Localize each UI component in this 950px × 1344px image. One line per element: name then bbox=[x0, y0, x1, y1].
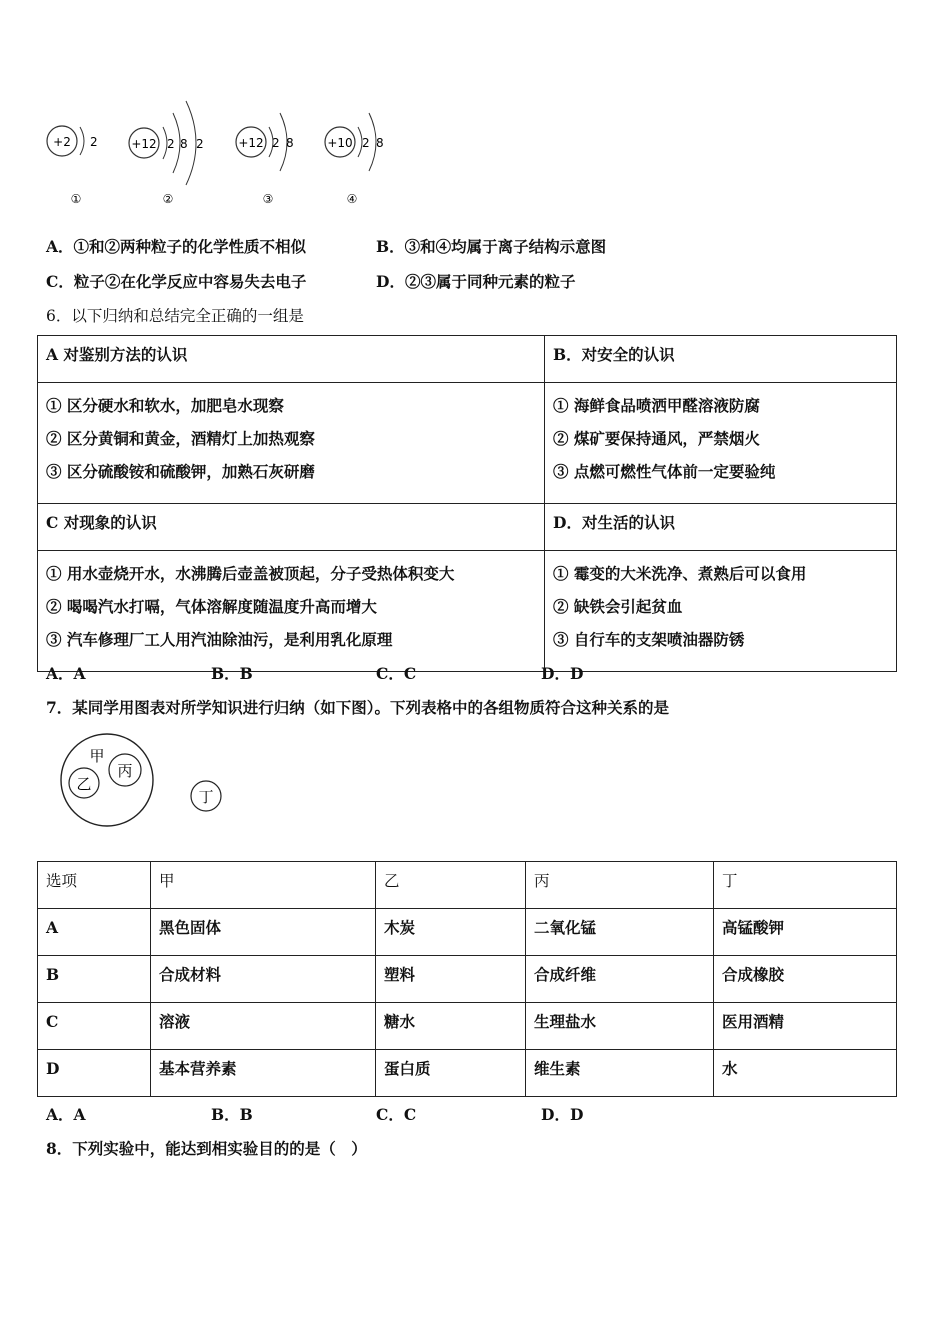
table-row bbox=[38, 383, 897, 504]
shell-count: 2 bbox=[362, 136, 370, 150]
table-cell: 合成橡胶 bbox=[714, 956, 897, 1003]
q7-answer-c: C．C bbox=[376, 1105, 417, 1124]
diagram-label: ③ bbox=[262, 192, 274, 206]
diagram-label: ② bbox=[162, 192, 174, 206]
q5-option-a: A．①和②两种粒子的化学性质不相似 bbox=[46, 237, 307, 256]
list-item: ② 喝喝汽水打嗝，气体溶解度随温度升高而增大 bbox=[46, 597, 377, 616]
q6-table bbox=[37, 335, 897, 672]
q6-answer-b: B．B bbox=[211, 664, 253, 683]
q5-option-b: B．③和④均属于离子结构示意图 bbox=[376, 237, 607, 256]
table-header: 丁 bbox=[714, 862, 897, 909]
q6-cell-a-body bbox=[38, 383, 545, 504]
list-item: ① 用水壶烧开水，水沸腾后壶盖被顶起，分子受热体积变大 bbox=[46, 564, 455, 583]
q6-title: 6．以下归纳和总结完全正确的一组是 bbox=[46, 307, 304, 325]
q6-cell-c-head: C 对现象的认识 bbox=[38, 504, 545, 551]
table-row bbox=[38, 909, 897, 956]
q6-cell-b-head: B．对安全的认识 bbox=[545, 336, 897, 383]
shell-count: 8 bbox=[376, 136, 384, 150]
table-row bbox=[38, 956, 897, 1003]
table-cell: 合成纤维 bbox=[526, 956, 714, 1003]
q6-cell-d-head: D．对生活的认识 bbox=[545, 504, 897, 551]
table-row bbox=[38, 1050, 897, 1097]
shell-count: 2 bbox=[196, 137, 204, 151]
nucleus-label: +2 bbox=[53, 135, 71, 149]
table-cell: 生理盐水 bbox=[526, 1003, 714, 1050]
q6-cell-b-body bbox=[545, 383, 897, 504]
table-cell: 水 bbox=[714, 1050, 897, 1097]
table-cell: 木炭 bbox=[376, 909, 526, 956]
atomic-structure-diagrams bbox=[40, 95, 400, 215]
atom-diagram-1 bbox=[47, 126, 98, 206]
table-cell: 高锰酸钾 bbox=[714, 909, 897, 956]
table-cell: 基本营养素 bbox=[151, 1050, 376, 1097]
shell-count: 2 bbox=[272, 136, 280, 150]
nucleus-label: +12 bbox=[238, 136, 264, 150]
table-cell: 溶液 bbox=[151, 1003, 376, 1050]
nucleus-label: +12 bbox=[131, 137, 157, 151]
table-cell: 蛋白质 bbox=[376, 1050, 526, 1097]
shell-count: 8 bbox=[286, 136, 294, 150]
q7-answer-d: D．D bbox=[541, 1105, 584, 1124]
outer-label: 甲 bbox=[89, 747, 105, 765]
q6-answer-d: D．D bbox=[541, 664, 584, 683]
q7-table bbox=[37, 861, 897, 1097]
atom-diagram-2 bbox=[129, 101, 204, 206]
table-cell: 维生素 bbox=[526, 1050, 714, 1097]
shell-count: 2 bbox=[167, 137, 175, 151]
list-item: ③ 点燃可燃性气体前一定要验纯 bbox=[553, 462, 776, 481]
inner-right-label: 丙 bbox=[117, 762, 133, 780]
table-cell: 糖水 bbox=[376, 1003, 526, 1050]
q7-answer-a: A．A bbox=[46, 1105, 86, 1124]
table-header: 乙 bbox=[376, 862, 526, 909]
q6-cell-c-body bbox=[38, 551, 545, 672]
table-cell: A bbox=[38, 909, 151, 956]
list-item: ② 煤矿要保持通风，严禁烟火 bbox=[553, 429, 760, 448]
q6-cell-a-head: A 对鉴别方法的认识 bbox=[38, 336, 545, 383]
table-row bbox=[38, 1003, 897, 1050]
table-cell: 医用酒精 bbox=[714, 1003, 897, 1050]
q7-answer-b: B．B bbox=[211, 1105, 253, 1124]
table-header: 丙 bbox=[526, 862, 714, 909]
q6-answer-c: C．C bbox=[376, 664, 417, 683]
table-cell: 黑色固体 bbox=[151, 909, 376, 956]
q8-title: 8．下列实验中，能达到相实验目的的是（ ） bbox=[46, 1139, 367, 1158]
shell-count: 2 bbox=[90, 135, 98, 149]
q5-option-d: D．②③属于同种元素的粒子 bbox=[376, 272, 576, 291]
list-item: ③ 区分硫酸铵和硫酸钾，加熟石灰研磨 bbox=[46, 462, 315, 481]
table-cell: 合成材料 bbox=[151, 956, 376, 1003]
q6-answer-a: A．A bbox=[46, 664, 86, 683]
table-header: 甲 bbox=[151, 862, 376, 909]
table-row bbox=[38, 551, 897, 672]
list-item: ③ 自行车的支架喷油器防锈 bbox=[553, 630, 745, 649]
table-cell: D bbox=[38, 1050, 151, 1097]
q6-cell-d-body bbox=[545, 551, 897, 672]
list-item: ① 海鲜食品喷洒甲醛溶液防腐 bbox=[553, 396, 760, 415]
venn-diagram bbox=[55, 733, 235, 833]
nucleus-label: +10 bbox=[327, 136, 353, 150]
table-row bbox=[38, 504, 897, 551]
table-cell: 二氧化锰 bbox=[526, 909, 714, 956]
list-item: ② 区分黄铜和黄金，酒精灯上加热观察 bbox=[46, 429, 315, 448]
diagram-label: ④ bbox=[346, 192, 358, 206]
table-cell: 塑料 bbox=[376, 956, 526, 1003]
list-item: ② 缺铁会引起贫血 bbox=[553, 597, 683, 616]
list-item: ③ 汽车修理厂工人用汽油除油污，是利用乳化原理 bbox=[46, 630, 393, 649]
separate-label: 丁 bbox=[198, 788, 214, 806]
list-item: ① 区分硬水和软水，加肥皂水现察 bbox=[46, 396, 284, 415]
outer-circle bbox=[61, 734, 153, 826]
table-row bbox=[38, 862, 897, 909]
q5-option-c: C．粒子②在化学反应中容易失去电子 bbox=[46, 272, 307, 291]
table-row bbox=[38, 336, 897, 383]
table-header: 选项 bbox=[38, 862, 151, 909]
shell-count: 8 bbox=[180, 137, 188, 151]
atom-diagram-4 bbox=[325, 113, 384, 206]
table-cell: B bbox=[38, 956, 151, 1003]
q7-title: 7．某同学用图表对所学知识进行归纳（如下图）。下列表格中的各组物质符合这种关系的是 bbox=[46, 698, 670, 717]
inner-left-label: 乙 bbox=[76, 775, 92, 793]
diagram-label: ① bbox=[70, 192, 82, 206]
table-cell: C bbox=[38, 1003, 151, 1050]
list-item: ① 霉变的大米洗净、煮熟后可以食用 bbox=[553, 564, 807, 583]
atom-diagram-3 bbox=[236, 113, 294, 206]
